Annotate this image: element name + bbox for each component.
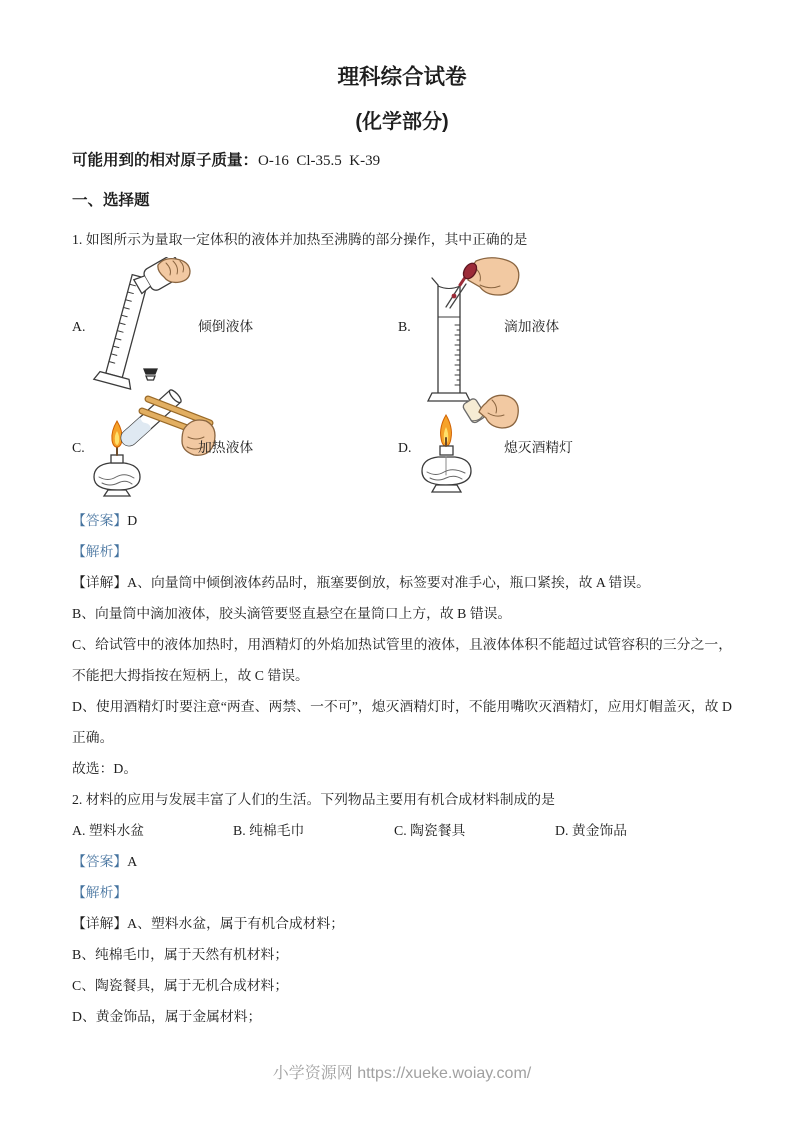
alcohol-lamp bbox=[94, 445, 140, 496]
q1-detail-line: B、向量筒中滴加液体，胶头滴管要竖直悬空在量筒口上方，故 B 错误。 bbox=[72, 606, 512, 621]
q2-option-d-label: D. bbox=[555, 823, 569, 838]
alcohol-lamp bbox=[422, 438, 471, 492]
q2-analysis-line bbox=[72, 877, 732, 908]
q2-option-b-label: B. bbox=[233, 823, 246, 838]
q2-option-a-label: A. bbox=[72, 823, 86, 838]
q1-figure-d-label: D. bbox=[398, 440, 412, 455]
q1-detail-line: D、使用酒精灯时要注意“两查、两禁、一不可”，熄灭酒精灯时，不能用嘴吹灭酒精灯，应用灯帽盖灭，故 D 正确。 bbox=[72, 699, 732, 745]
q1-answer-value: D bbox=[127, 513, 138, 528]
q1-figure-b-caption: 滴加液体 bbox=[504, 319, 560, 334]
q1-answer-tag: 【答案】 bbox=[72, 513, 128, 528]
question-2-stem: 2. 材料的应用与发展丰富了人们的生活。下列物品主要用有机合成材料制成的是 bbox=[72, 792, 555, 807]
q1-figure-d-caption: 熄灭酒精灯 bbox=[504, 440, 573, 455]
q1-detail-line: C、给试管中的液体加热时，用酒精灯的外焰加热试管里的液体，且液体体积不能超过试管容积的三分之一，不能把大拇指按在短柄上，故 C 错误。 bbox=[72, 637, 732, 683]
page-title: 理科综合试卷 bbox=[337, 65, 467, 89]
atomic-mass-values: O-16 Cl-35.5 K-39 bbox=[258, 153, 381, 169]
q2-options-row bbox=[72, 815, 732, 846]
graduated-cylinder bbox=[428, 278, 470, 401]
q1-figure-grid bbox=[72, 255, 732, 505]
footer-site-text: 小学资源网 https://xueke.woiay.com/ bbox=[272, 1065, 532, 1082]
q1-conclusion-line: 故选：D。 bbox=[72, 761, 138, 776]
q1-detail-line: 【详解】A、向量筒中倾倒液体药品时，瓶塞要倒放，标签要对准手心，瓶口紧挨，故 A 错误。 bbox=[72, 575, 650, 590]
q2-option-b-text: 纯棉毛巾 bbox=[249, 823, 305, 838]
q1-analysis-tag: 【解析】 bbox=[72, 544, 128, 559]
q2-option-c-label: C. bbox=[394, 823, 407, 838]
q1-answer-line bbox=[72, 505, 732, 536]
q2-option-c-text: 陶瓷餐具 bbox=[410, 823, 466, 838]
page-subtitle: (化学部分) bbox=[355, 111, 449, 133]
q2-detail-line: 【详解】A、塑料水盆，属于有机合成材料； bbox=[72, 916, 345, 931]
flame bbox=[112, 421, 122, 447]
question-1-stem: 1. 如图所示为量取一定体积的液体并加热至沸腾的部分操作，其中正确的是 bbox=[72, 232, 528, 247]
hand bbox=[479, 395, 518, 428]
q1-figure-c-label: C. bbox=[72, 440, 85, 455]
q1-figure-a-label: A. bbox=[72, 319, 86, 334]
q2-answer-value: A bbox=[127, 854, 138, 869]
q2-option-d-text: 黄金饰品 bbox=[571, 823, 628, 838]
q1-figure-b-label: B. bbox=[398, 319, 411, 334]
q2-detail-line: D、黄金饰品，属于金属材料； bbox=[72, 1009, 262, 1024]
q2-analysis-tag: 【解析】 bbox=[72, 885, 128, 900]
q2-option-d bbox=[555, 815, 627, 846]
q2-answer-tag: 【答案】 bbox=[72, 854, 128, 869]
pour-liquid-illustration bbox=[84, 257, 206, 393]
q2-option-b bbox=[233, 815, 394, 846]
q1-figure-a-caption: 倾倒液体 bbox=[198, 319, 254, 334]
q2-answer-line bbox=[72, 846, 732, 877]
q2-detail-line: B、纯棉毛巾，属于天然有机材料； bbox=[72, 947, 289, 962]
q1-analysis-line bbox=[72, 536, 732, 567]
q1-figure-c-caption: 加热液体 bbox=[198, 440, 254, 455]
q2-option-c bbox=[394, 815, 555, 846]
hand bbox=[468, 258, 519, 295]
q2-option-a-text: 塑料水盆 bbox=[88, 823, 145, 838]
atomic-mass-label: 可能用到的相对原子质量： bbox=[72, 152, 259, 169]
q2-option-a bbox=[72, 815, 233, 846]
section-heading-choice: 一、选择题 bbox=[72, 192, 150, 209]
footer-watermark bbox=[72, 1062, 732, 1086]
q2-detail-line: C、陶瓷餐具，属于无机合成材料； bbox=[72, 978, 289, 993]
stopper bbox=[144, 369, 157, 380]
atomic-mass-line bbox=[72, 148, 732, 174]
